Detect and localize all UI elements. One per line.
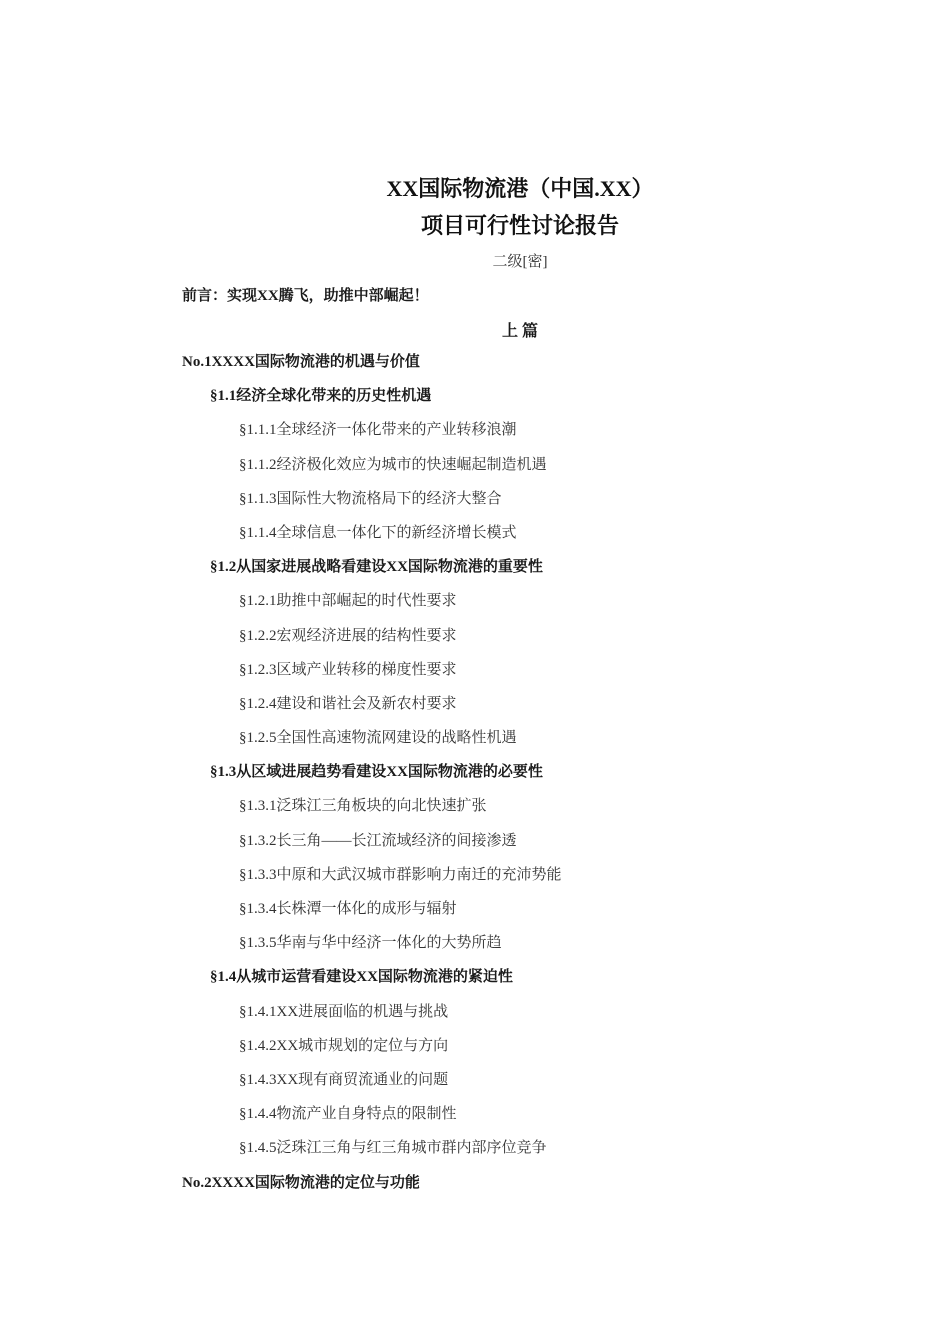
table-of-contents	[0, 351, 950, 1206]
document-title-line-2: 项目可行性讨论报告	[420, 213, 619, 238]
toc-entry: §1.1.3国际性大物流格局下的经济大整合	[239, 490, 502, 507]
toc-entry: §1.3.5华南与华中经济一体化的大势所趋	[239, 935, 502, 952]
toc-entry: §1.4从城市运营看建设XX国际物流港的紧迫性	[210, 969, 513, 986]
toc-entry: §1.4.5泛珠江三角与红三角城市群内部序位竞争	[239, 1140, 547, 1157]
toc-entry: §1.1.4全球信息一体化下的新经济增长模式	[239, 524, 517, 541]
toc-entry: §1.1.1全球经济一体化带来的产业转移浪潮	[239, 422, 517, 439]
toc-entry: §1.3.4长株潭一体化的成形与辐射	[239, 901, 457, 917]
toc-entry: §1.4.4物流产业自身特点的限制性	[239, 1106, 457, 1123]
toc-entry: §1.2.4建设和谐社会及新农村要求	[239, 695, 457, 712]
preface-heading: 前言：实现XX腾飞，助推中部崛起！	[182, 288, 429, 304]
toc-entry: §1.3.3中原和大武汉城市群影响力南迁的充沛势能	[239, 866, 562, 883]
toc-entry: §1.1.2经济极化效应为城市的快速崛起制造机遇	[239, 456, 547, 473]
toc-entry: §1.1经济全球化带来的历史性机遇	[210, 388, 432, 405]
toc-entry: No.1XXXX国际物流港的机遇与价值	[182, 354, 420, 370]
toc-entry: §1.2.3区域产业转移的梯度性要求	[239, 661, 457, 678]
toc-entry: No.2XXXX国际物流港的定位与功能	[182, 1174, 420, 1191]
document-title-line-1: XX国际物流港（中国.XX）	[386, 176, 654, 201]
toc-entry: §1.3.1泛珠江三角板块的向北快速扩张	[239, 798, 487, 815]
toc-entry: §1.3从区域进展趋势看建设XX国际物流港的必要性	[210, 764, 543, 781]
toc-entry: §1.2.2宏观经济进展的结构性要求	[239, 627, 457, 644]
part-heading: 上 篇	[501, 323, 538, 340]
toc-entry: §1.3.2长三角——长江流域经济的间接渗透	[239, 832, 517, 849]
toc-entry: §1.2.5全国性高速物流网建设的战略性机遇	[239, 730, 517, 747]
classification-label: 二级[密]	[492, 254, 548, 270]
toc-entry: §1.4.3XX现有商贸流通业的问题	[239, 1071, 449, 1088]
toc-entry: §1.2从国家进展战略看建设XX国际物流港的重要性	[210, 559, 543, 576]
toc-entry: §1.4.1XX进展面临的机遇与挑战	[239, 1003, 449, 1020]
toc-entry: §1.2.1助推中部崛起的时代性要求	[239, 593, 457, 610]
toc-entry: §1.4.2XX城市规划的定位与方向	[239, 1037, 449, 1054]
